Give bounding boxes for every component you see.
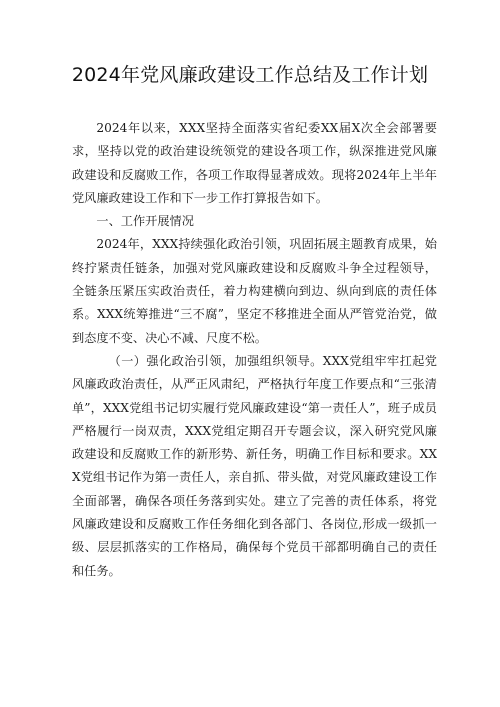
intro-paragraph: 2024年以来，XXX坚持全面落实省纪委XX届X次全会部署要求，坚持以党的政治建设统领党的建设各项工作，纵深推进党风廉政建设和反腐败工作，各项工作取得显著成效。现将2024年上半年党风廉政建设工作和下一步工作打算报告如下。 xyxy=(72,121,437,205)
document-title: 2024年党风廉政建设工作总结及工作计划 xyxy=(71,64,429,86)
document-body xyxy=(72,117,437,583)
subsection-paragraph: （一）强化政治引领，加强组织领导。XXX党组牢牢扛起党风廉政政治责任，从严正风肃纪，严格执行年度工作要点和“三张清单”，XXX党组书记切实履行党风廉政建设“第一责任人”，班子成员严格履行一岗双责，XXX党组定期召开专题会议，深入研究党风廉政建设和反腐败工作的新形势、新任务，明确工作目标和要求。XXX党组书记作为第一责任人，亲自抓、带头做，对党风廉政建设工作全面部署，确保各项任务落到实处。建立了完善的责任体系，将党风廉政建设和反腐败工作任务细化到各部门、各岗位,形成一级抓一级、层层抓落实的工作格局，确保每个党员干部都明确自己的责任和任务。 xyxy=(72,353,437,578)
section-heading: 一、工作开展情况 xyxy=(96,214,194,229)
overview-paragraph: 2024年，XXX持续强化政治引领，巩固拓展主题教育成果，始终拧紧责任链条，加强对党风廉政建设和反腐败斗争全过程领导，全链条压紧压实政治责任，着力构建横向到边、纵向到底的责任体系。XXX统筹推进“三不腐”，坚定不移推进全面从严管党治党，做到态度不变、决心不减、尺度不松。 xyxy=(72,237,437,345)
